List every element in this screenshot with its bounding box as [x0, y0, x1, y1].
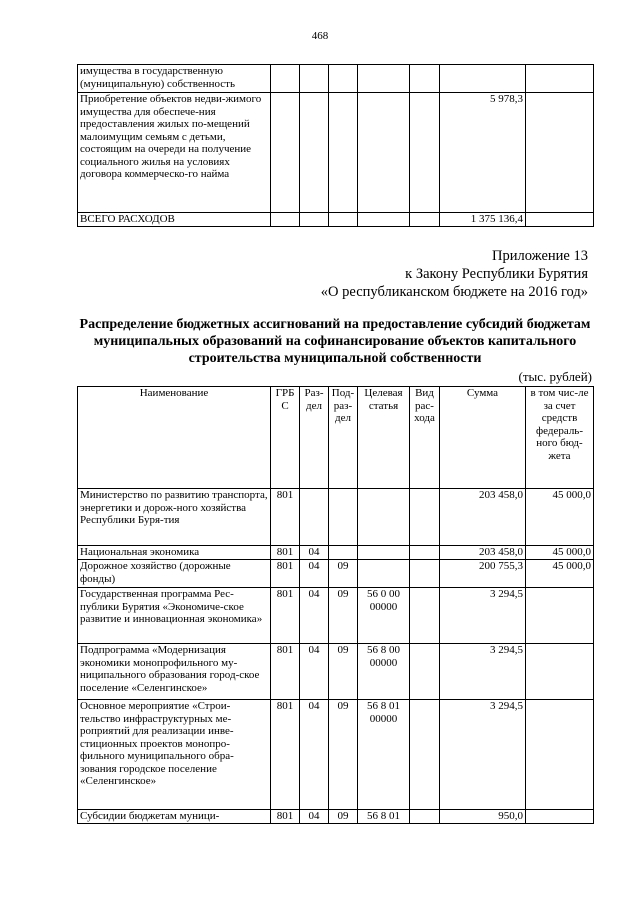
- row-name: Подпрограмма «Модернизация экономики монопрофильного му-ниципального образования город-ское поселение «Селенгинское»: [78, 644, 271, 700]
- row-grbs: 801: [271, 810, 300, 824]
- table-row: [78, 213, 594, 227]
- appendix-header: [321, 247, 588, 301]
- row-sum: 5 978,3: [440, 93, 526, 213]
- header-podrazdel: Под-раз-дел: [329, 387, 358, 489]
- header-name: Наименование: [78, 387, 271, 489]
- row-grbs: 801: [271, 644, 300, 700]
- row-vid: [410, 810, 440, 824]
- row-razdel: 04: [300, 700, 329, 810]
- row-name: Субсидии бюджетам муници-: [78, 810, 271, 824]
- row-razdel: 04: [300, 810, 329, 824]
- row-grbs: 801: [271, 546, 300, 560]
- row-federal: 45 000,0: [526, 489, 594, 546]
- table-row: [78, 810, 594, 824]
- row-podrazdel: 09: [329, 588, 358, 644]
- row-vid: [410, 489, 440, 546]
- row-target: 56 8 01 00000: [358, 700, 410, 810]
- row-grbs: 801: [271, 700, 300, 810]
- row-sum: 3 294,5: [440, 588, 526, 644]
- table-row: [78, 644, 594, 700]
- row-vid: [410, 560, 440, 588]
- row-name: Приобретение объектов недви-жимого имущества для обеспече-ния предоставления жилых по-мещений малоимущим семьям с детьми, состоящим на очереди на получение социального жилья на условиях договора коммерческо-го найма: [78, 93, 271, 213]
- row-federal: [526, 810, 594, 824]
- header-target: Целевая статья: [358, 387, 410, 489]
- row-podrazdel: [329, 546, 358, 560]
- header-sum: Сумма: [440, 387, 526, 489]
- row-federal: 45 000,0: [526, 560, 594, 588]
- row-name: Министерство по развитию транспорта, энергетики и дорож-ного хозяйства Республики Буря-тия: [78, 489, 271, 546]
- appendix-line: Приложение 13: [492, 248, 588, 264]
- row-name: Национальная экономика: [78, 546, 271, 560]
- row-podrazdel: 09: [329, 700, 358, 810]
- page-number: 468: [311, 30, 329, 42]
- subsidy-distribution-table: [77, 386, 594, 824]
- row-sum: 3 294,5: [440, 644, 526, 700]
- table-row: [78, 93, 594, 213]
- row-vid: [410, 700, 440, 810]
- row-sum: 203 458,0: [440, 489, 526, 546]
- top-budget-table: [77, 64, 594, 227]
- row-razdel: 04: [300, 560, 329, 588]
- row-razdel: 04: [300, 546, 329, 560]
- row-name: Основное мероприятие «Строи-тельство инфраструктурных ме-роприятий для реализации инве-стиционных проектов монопро-фильного муниципального обра-зования городское поселение «Селенгинское»: [78, 700, 271, 810]
- row-podrazdel: 09: [329, 560, 358, 588]
- row-grbs: 801: [271, 588, 300, 644]
- total-sum: 1 375 136,4: [440, 213, 526, 227]
- table-header-row: [78, 387, 594, 489]
- row-federal: [526, 700, 594, 810]
- row-sum: 3 294,5: [440, 700, 526, 810]
- units-label: (тыс. рублей): [518, 369, 592, 384]
- row-target: [358, 546, 410, 560]
- row-grbs: 801: [271, 560, 300, 588]
- row-sum: 950,0: [440, 810, 526, 824]
- row-target: 56 8 01: [358, 810, 410, 824]
- row-podrazdel: [329, 489, 358, 546]
- row-sum: [440, 65, 526, 93]
- row-vid: [410, 644, 440, 700]
- header-federal: в том чис-ле за счет средств федераль-ного бюд-жета: [526, 387, 594, 489]
- row-target: [358, 489, 410, 546]
- row-federal: 45 000,0: [526, 546, 594, 560]
- table-row: [78, 560, 594, 588]
- row-vid: [410, 546, 440, 560]
- row-sum: 203 458,0: [440, 546, 526, 560]
- document-title: Распределение бюджетных ассигнований на предоставление субсидий бюджетам муниципальных образований на софинансирование объектов капитального строительства муниципальной собственности: [79, 317, 591, 366]
- row-name: Государственная программа Рес-публики Бурятия «Экономиче-ское развитие и инновационная экономика»: [78, 588, 271, 644]
- row-grbs: 801: [271, 489, 300, 546]
- row-federal: [526, 644, 594, 700]
- row-target: [358, 560, 410, 588]
- row-razdel: 04: [300, 588, 329, 644]
- header-vid: Вид рас-хода: [410, 387, 440, 489]
- row-podrazdel: 09: [329, 644, 358, 700]
- header-grbs: ГРБС: [271, 387, 300, 489]
- table-row: [78, 700, 594, 810]
- header-razdel: Раз-дел: [300, 387, 329, 489]
- row-sum: 200 755,3: [440, 560, 526, 588]
- table-row: [78, 546, 594, 560]
- row-target: 56 8 00 00000: [358, 644, 410, 700]
- appendix-line: «О республиканском бюджете на 2016 год»: [320, 284, 588, 300]
- row-name: имущества в государственную (муниципальную) собственность: [78, 65, 271, 93]
- table-row: [78, 588, 594, 644]
- table-row: [78, 65, 594, 93]
- row-podrazdel: 09: [329, 810, 358, 824]
- table-row: [78, 489, 594, 546]
- row-vid: [410, 588, 440, 644]
- row-name: ВСЕГО РАСХОДОВ: [78, 213, 271, 227]
- row-razdel: 04: [300, 644, 329, 700]
- appendix-line: к Закону Республики Бурятия: [405, 266, 588, 282]
- row-target: 56 0 00 00000: [358, 588, 410, 644]
- row-razdel: [300, 489, 329, 546]
- row-name: Дорожное хозяйство (дорожные фонды): [78, 560, 271, 588]
- row-federal: [526, 588, 594, 644]
